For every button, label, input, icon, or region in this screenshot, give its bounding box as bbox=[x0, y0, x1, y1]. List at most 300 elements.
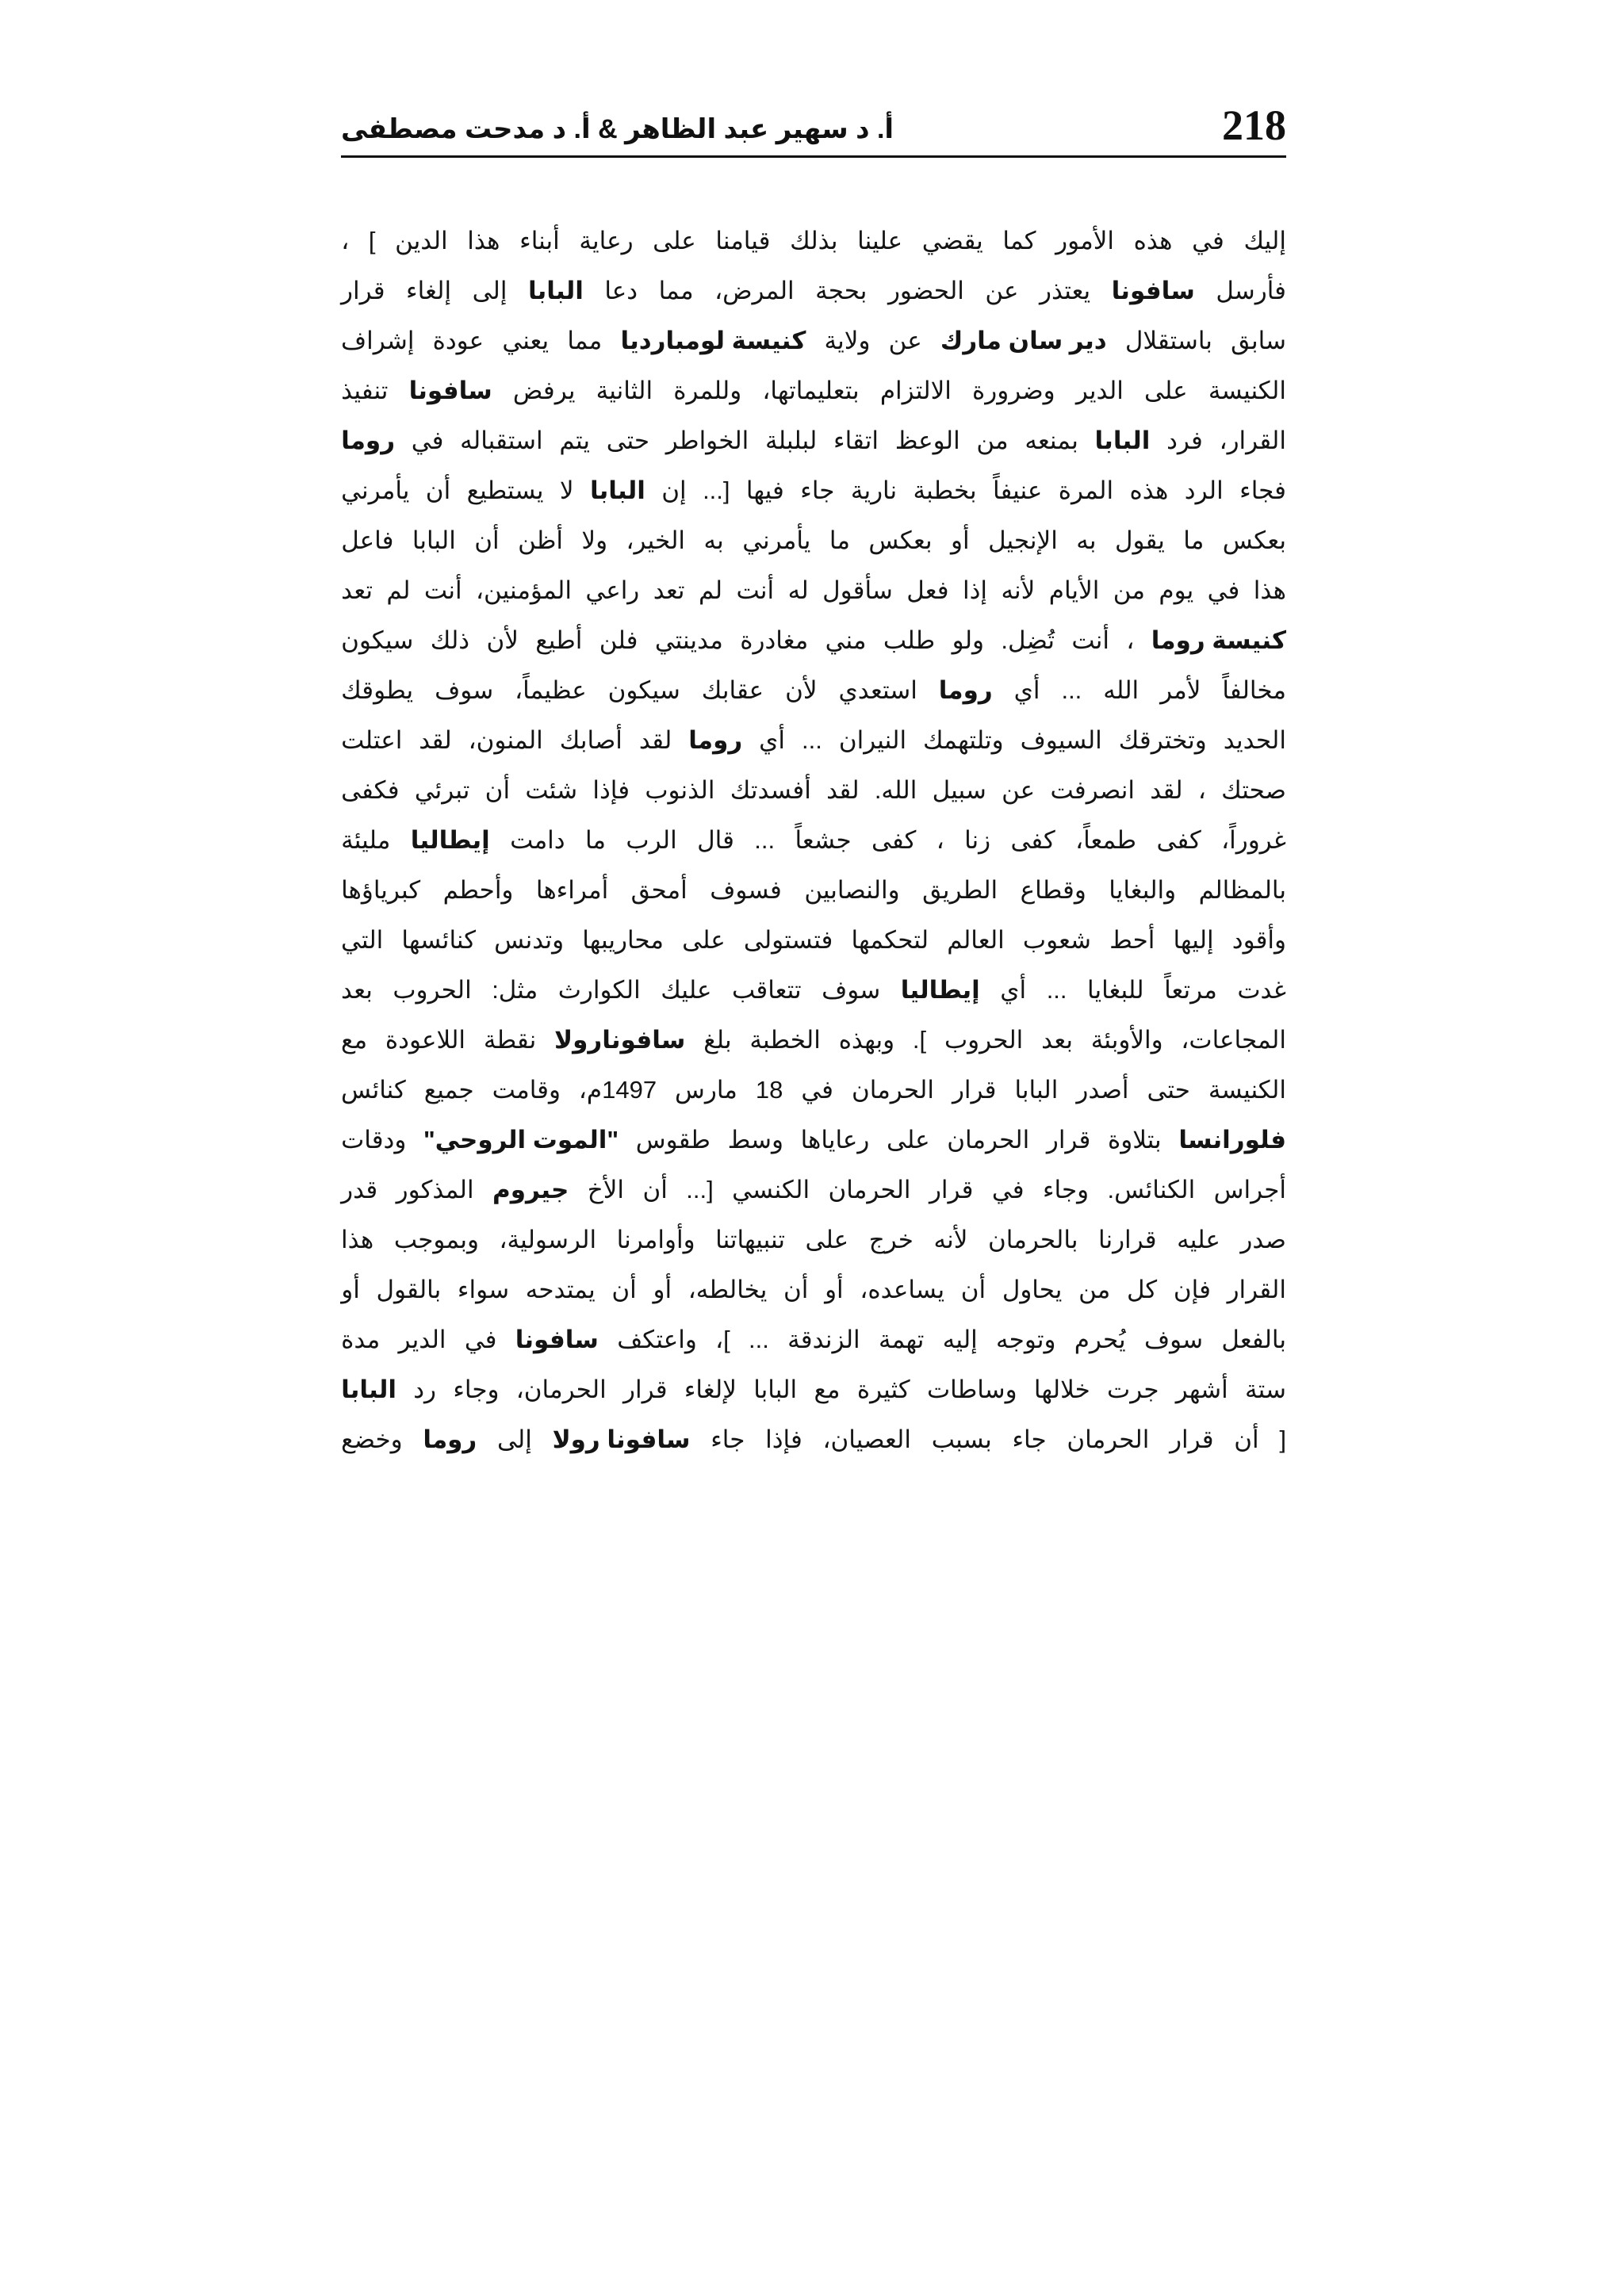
word: خرج bbox=[868, 1226, 914, 1253]
text-line bbox=[341, 665, 1286, 715]
word: الأخ bbox=[587, 1176, 625, 1203]
word: الحرمان bbox=[1067, 1425, 1150, 1453]
word: الحروب bbox=[944, 1026, 1024, 1054]
bold-term: البابا bbox=[341, 1376, 396, 1403]
word: جرت bbox=[1107, 1376, 1159, 1403]
bold-term: روما bbox=[423, 1425, 477, 1453]
word: ستة bbox=[1245, 1376, 1286, 1403]
bold-term: سافونا bbox=[1111, 277, 1195, 304]
word: واعتكف bbox=[617, 1326, 697, 1353]
word: تعد bbox=[341, 576, 373, 604]
word: العصيان، bbox=[822, 1425, 911, 1453]
word: [... bbox=[703, 476, 730, 504]
word: التي bbox=[341, 926, 384, 954]
word: 1497م، bbox=[578, 1076, 657, 1104]
word: بحجة bbox=[815, 277, 868, 304]
word: لأنه bbox=[933, 1226, 968, 1253]
text-line bbox=[341, 865, 1286, 915]
word: اعتلت bbox=[341, 726, 403, 754]
word: جميع bbox=[423, 1076, 474, 1104]
word: يوم bbox=[1159, 576, 1194, 604]
word: وجاء bbox=[1042, 1176, 1090, 1203]
word: وللمرة bbox=[673, 377, 742, 404]
text-line bbox=[341, 565, 1286, 615]
word: أنت bbox=[423, 576, 462, 604]
word: مما bbox=[567, 327, 603, 354]
word: فلن bbox=[599, 626, 638, 654]
text-line bbox=[341, 1115, 1286, 1165]
word: فإذا bbox=[765, 1425, 802, 1453]
text-line bbox=[341, 1364, 1286, 1414]
word: قال bbox=[697, 826, 734, 854]
word: الخواطر bbox=[665, 427, 749, 454]
word: مخالفاً bbox=[1222, 676, 1286, 704]
word: بعد bbox=[1041, 1026, 1073, 1054]
word: في bbox=[801, 1076, 834, 1104]
text-line bbox=[341, 316, 1286, 365]
word: ودقات bbox=[341, 1126, 407, 1154]
word: قرار bbox=[1046, 1126, 1091, 1154]
page-number: 218 bbox=[1222, 101, 1286, 149]
word: سوف bbox=[1143, 1326, 1204, 1353]
word: الكنسي bbox=[732, 1176, 810, 1203]
bold-term: روما bbox=[688, 726, 743, 754]
word: كثيرة bbox=[856, 1376, 910, 1403]
word: أو bbox=[825, 1276, 844, 1303]
word: اتقاء bbox=[833, 427, 879, 454]
word: البابا bbox=[753, 1376, 798, 1403]
word: الحروب bbox=[393, 976, 472, 1004]
word: على bbox=[1144, 377, 1188, 404]
word: يستطيع bbox=[466, 476, 544, 504]
word: سبيل bbox=[932, 776, 986, 804]
text-line bbox=[341, 1215, 1286, 1265]
word: يقضي bbox=[921, 227, 983, 254]
word: ذلك bbox=[430, 626, 470, 654]
running-head-authors: أ. د سهير عبد الظاهر & أ. د مدحت مصطفى bbox=[341, 114, 894, 144]
word: القرار، bbox=[1219, 427, 1286, 454]
word: عقابك bbox=[701, 676, 764, 704]
word: سابق bbox=[1231, 327, 1286, 354]
word: سأقول bbox=[822, 576, 893, 604]
word: استقباله bbox=[460, 427, 543, 454]
word: طمعاً، bbox=[1075, 826, 1137, 854]
word: العالم bbox=[947, 926, 1005, 954]
word: الحديد bbox=[1223, 726, 1286, 754]
word: يتم bbox=[559, 427, 590, 454]
word: فاعل bbox=[341, 526, 394, 554]
word: [ bbox=[1279, 1425, 1286, 1453]
word: إليها bbox=[1173, 926, 1214, 954]
word: ، bbox=[341, 227, 350, 254]
word: عليه bbox=[1177, 1226, 1220, 1253]
word: جاء bbox=[710, 1425, 745, 1453]
word: ، bbox=[936, 826, 944, 854]
word: علينا bbox=[857, 227, 903, 254]
word: هذه bbox=[1133, 227, 1173, 254]
word: لأنه bbox=[1001, 576, 1036, 604]
word: سيكون bbox=[607, 676, 680, 704]
word: مارس bbox=[675, 1076, 737, 1104]
word: في bbox=[1192, 227, 1224, 254]
word: قدر bbox=[341, 1176, 378, 1203]
text-line bbox=[341, 266, 1286, 316]
word: لقد bbox=[1150, 776, 1183, 804]
word: ، bbox=[1126, 626, 1135, 654]
word: تتعاقب bbox=[731, 976, 802, 1004]
word: الرد bbox=[1184, 476, 1224, 504]
word: ]. bbox=[912, 1026, 927, 1054]
word: الإنجيل bbox=[988, 526, 1058, 554]
word: بتلاوة bbox=[1107, 1126, 1162, 1154]
word: يطوقك bbox=[341, 676, 414, 704]
word: مثل: bbox=[492, 976, 538, 1004]
word: طقوس bbox=[635, 1126, 710, 1154]
word: لم bbox=[698, 576, 723, 604]
word: أنت bbox=[1071, 626, 1110, 654]
word: قرار bbox=[623, 1376, 668, 1403]
word: بالمظالم bbox=[1198, 876, 1286, 904]
word: ولاية bbox=[824, 327, 871, 354]
word: يعني bbox=[502, 327, 550, 354]
word: صحتك bbox=[1221, 776, 1286, 804]
word: مدة bbox=[341, 1326, 381, 1353]
word: أي bbox=[759, 726, 786, 754]
word: وخضع bbox=[341, 1425, 403, 1453]
word: ... bbox=[802, 726, 822, 754]
word: عن bbox=[1002, 776, 1036, 804]
word: إلى bbox=[496, 1425, 532, 1453]
body-text bbox=[341, 216, 1286, 1464]
word: نارية bbox=[850, 476, 898, 504]
word: هذا bbox=[341, 1226, 374, 1253]
word: أصدر bbox=[1076, 1076, 1129, 1104]
word: أو bbox=[653, 1276, 672, 1303]
word: وتخترقك bbox=[1118, 726, 1207, 754]
word: على bbox=[682, 926, 726, 954]
word: لأمر bbox=[1160, 676, 1201, 704]
text-line bbox=[341, 915, 1286, 965]
word: كبرياؤها bbox=[341, 876, 421, 904]
word: نقطة bbox=[483, 1026, 537, 1054]
word: حتى bbox=[606, 427, 650, 454]
word: يأمرني bbox=[341, 476, 410, 504]
word: قرارنا bbox=[1098, 1226, 1157, 1253]
word: تنفيذ bbox=[341, 377, 389, 404]
word: أحط bbox=[1109, 926, 1155, 954]
word: مدينتي bbox=[654, 626, 723, 654]
word: كما bbox=[1002, 227, 1036, 254]
word: أشهر bbox=[1175, 1376, 1228, 1403]
word: مليئة bbox=[341, 826, 391, 854]
word: يساعده، bbox=[860, 1276, 945, 1303]
word: بتعليماتها، bbox=[762, 377, 860, 404]
word: يأمرني bbox=[742, 526, 811, 554]
word: جاء bbox=[800, 476, 835, 504]
word: بلغ bbox=[703, 1026, 732, 1054]
bold-term: البابا bbox=[1094, 427, 1151, 454]
word: بمنعه bbox=[1025, 427, 1078, 454]
word: [... bbox=[686, 1176, 714, 1203]
word: ما bbox=[829, 526, 850, 554]
word: البابا bbox=[1014, 1076, 1059, 1104]
word: إلغاء bbox=[406, 277, 452, 304]
word: عنيفاً bbox=[993, 476, 1043, 504]
word: لأن bbox=[486, 626, 519, 654]
word: القرار bbox=[1227, 1276, 1286, 1303]
word: مني bbox=[825, 626, 867, 654]
word: ما bbox=[1183, 526, 1205, 554]
word: لا bbox=[559, 476, 574, 504]
word: إشراف bbox=[341, 327, 415, 354]
word: المذكور bbox=[396, 1176, 474, 1203]
word: الحضور bbox=[887, 277, 964, 304]
word: يحاول bbox=[1002, 1276, 1063, 1303]
word: الحرمان، bbox=[515, 1376, 607, 1403]
word: الذنوب bbox=[645, 776, 715, 804]
bold-term: سافونا رولا bbox=[552, 1425, 691, 1453]
word: ... bbox=[749, 1326, 769, 1353]
word: 18 bbox=[755, 1076, 783, 1104]
word: بعكس bbox=[1222, 526, 1286, 554]
word: ... bbox=[754, 826, 776, 854]
bold-term: كنيسة لومبارديا bbox=[620, 327, 806, 354]
text-line bbox=[341, 415, 1286, 465]
bold-term: دير سان مارك bbox=[940, 327, 1107, 354]
word: وأوامرنا bbox=[616, 1226, 695, 1253]
word: الكوارث bbox=[557, 976, 641, 1004]
word: المؤمنين، bbox=[476, 576, 572, 604]
word: وأحطم bbox=[442, 876, 514, 904]
word: انصرفت bbox=[1050, 776, 1135, 804]
word: مع bbox=[341, 1026, 368, 1054]
word: وتدنس bbox=[494, 926, 565, 954]
word: غروراً، bbox=[1221, 826, 1286, 854]
word: أمحق bbox=[630, 876, 688, 904]
word: بعد bbox=[341, 976, 373, 1004]
word: لقد bbox=[419, 726, 452, 754]
word: بعكس bbox=[868, 526, 933, 554]
word: الطريق bbox=[922, 876, 998, 904]
word: والنصابين bbox=[804, 876, 900, 904]
text-line bbox=[341, 216, 1286, 266]
word: من bbox=[1113, 576, 1145, 604]
word: الخطبة bbox=[749, 1026, 821, 1054]
text-line bbox=[341, 1414, 1286, 1464]
bold-term: سافونا bbox=[515, 1326, 599, 1353]
word: يعتذر bbox=[1039, 277, 1091, 304]
word: كفى bbox=[1010, 826, 1055, 854]
word: به bbox=[703, 526, 724, 554]
word: في bbox=[411, 427, 444, 454]
word: عظيماً، bbox=[515, 676, 587, 704]
word: كفى bbox=[871, 826, 917, 854]
word: وجاء bbox=[453, 1376, 500, 1403]
word: صدر bbox=[1240, 1226, 1286, 1253]
word: المجاعات، bbox=[1181, 1026, 1286, 1054]
word: وقامت bbox=[492, 1076, 561, 1104]
word: إليك bbox=[1243, 227, 1286, 254]
word: قيامنا bbox=[715, 227, 771, 254]
text-line bbox=[341, 815, 1286, 865]
word: الحرمان bbox=[828, 1176, 911, 1203]
word: وأقود bbox=[1231, 926, 1286, 954]
word: في bbox=[464, 1326, 497, 1353]
word: لم bbox=[386, 576, 411, 604]
bold-term: سافونا bbox=[408, 377, 492, 404]
word: هذا bbox=[467, 227, 500, 254]
word: النيران bbox=[838, 726, 907, 754]
word: فعل bbox=[906, 576, 949, 604]
word: فإن bbox=[1173, 1276, 1211, 1303]
text-line bbox=[341, 1265, 1286, 1314]
word: بالفعل bbox=[1221, 1326, 1286, 1353]
word: ... bbox=[1046, 976, 1067, 1004]
word: أظن bbox=[518, 526, 563, 554]
word: راعي bbox=[585, 576, 640, 604]
word: فجاء bbox=[1239, 476, 1286, 504]
word: أن bbox=[1234, 1425, 1259, 1453]
word: للبغايا bbox=[1087, 976, 1144, 1004]
word: إليه bbox=[942, 1326, 978, 1353]
word: لبلبلة bbox=[765, 427, 818, 454]
word: الدير bbox=[1075, 377, 1124, 404]
word: لإلغاء bbox=[684, 1376, 737, 1403]
word: يخالطه، bbox=[688, 1276, 768, 1303]
word: بخطبة bbox=[913, 476, 977, 504]
word: بسبب bbox=[931, 1425, 992, 1453]
word: طلب bbox=[883, 626, 936, 654]
text-line bbox=[341, 1065, 1286, 1115]
word: أطيع bbox=[535, 626, 583, 654]
word: خلالها bbox=[1033, 1376, 1090, 1403]
bold-term: روما bbox=[341, 427, 396, 454]
text-line bbox=[341, 1165, 1286, 1215]
word: على bbox=[886, 1126, 930, 1154]
word: لتحكمها bbox=[851, 926, 929, 954]
word: استعدي bbox=[838, 676, 917, 704]
word: عليك bbox=[661, 976, 712, 1004]
word: بذلك bbox=[790, 227, 838, 254]
bold-term: البابا bbox=[590, 476, 645, 504]
text-line bbox=[341, 465, 1286, 515]
word: لأن bbox=[785, 676, 818, 704]
word: لقد bbox=[638, 726, 672, 754]
word: رد bbox=[413, 1376, 437, 1403]
word: أي bbox=[1000, 976, 1027, 1004]
text-line bbox=[341, 765, 1286, 815]
word: كنائسها bbox=[401, 926, 476, 954]
word: الخير، bbox=[626, 526, 686, 554]
word: وبموجب bbox=[393, 1226, 479, 1253]
text-line bbox=[341, 515, 1286, 565]
word: في bbox=[1207, 576, 1240, 604]
word: الكنيسة bbox=[1208, 377, 1286, 404]
word: بالقول bbox=[376, 1276, 442, 1303]
word: رعاية bbox=[579, 227, 634, 254]
word: إذا bbox=[962, 576, 988, 604]
word: الرب bbox=[626, 826, 677, 854]
word: أن bbox=[783, 1276, 809, 1303]
word: تُضِل. bbox=[1001, 626, 1055, 654]
word: المنون، bbox=[468, 726, 543, 754]
word: وتلتهمك bbox=[923, 726, 1004, 754]
word: وسط bbox=[727, 1126, 783, 1154]
word: الثانية bbox=[596, 377, 653, 404]
word: فتستولى bbox=[743, 926, 833, 954]
text-line bbox=[341, 1314, 1286, 1364]
word: اللاعودة bbox=[385, 1026, 466, 1054]
word: فرد bbox=[1166, 427, 1203, 454]
word: وبهذه bbox=[838, 1026, 895, 1054]
text-line bbox=[341, 365, 1286, 415]
word: باستقلال bbox=[1124, 327, 1212, 354]
word: جشعاً bbox=[795, 826, 852, 854]
word: محاريبها bbox=[582, 926, 665, 954]
word: مما bbox=[658, 277, 694, 304]
word: في bbox=[991, 1176, 1025, 1203]
bold-term: البابا bbox=[528, 277, 584, 304]
word: أي bbox=[1013, 676, 1040, 704]
word: فأرسل bbox=[1216, 277, 1286, 304]
word: رعاياها bbox=[800, 1126, 870, 1154]
word: والبغايا bbox=[1109, 876, 1177, 904]
word: مع bbox=[814, 1376, 841, 1403]
word: الكنيسة bbox=[1208, 1076, 1286, 1104]
word: الحرمان bbox=[947, 1126, 1030, 1154]
word: يرفض bbox=[512, 377, 576, 404]
word: ] bbox=[368, 227, 376, 254]
word: فسوف bbox=[710, 876, 782, 904]
word: تهمة bbox=[878, 1326, 925, 1353]
bold-term: إيطاليا bbox=[900, 976, 980, 1004]
word: إلى bbox=[472, 277, 508, 304]
word: تنبيهاتنا bbox=[715, 1226, 785, 1253]
bold-term: سافونارولا bbox=[554, 1026, 686, 1054]
word: أن bbox=[474, 526, 500, 554]
word: مرتعاً bbox=[1164, 976, 1217, 1004]
page-header bbox=[341, 95, 1286, 159]
word: الكنائس. bbox=[1107, 1176, 1196, 1203]
word: غدت bbox=[1237, 976, 1286, 1004]
word: تبرئي bbox=[414, 776, 470, 804]
word: الدير bbox=[398, 1326, 446, 1353]
word: سوف bbox=[435, 676, 494, 704]
text-line bbox=[341, 715, 1286, 765]
word: عن bbox=[985, 277, 1019, 304]
word: تعد bbox=[653, 576, 685, 604]
word: الأمور bbox=[1055, 227, 1115, 254]
word: أصابك bbox=[559, 726, 622, 754]
text-line bbox=[341, 1015, 1286, 1065]
word: كنائس bbox=[341, 1076, 406, 1104]
word: على bbox=[653, 227, 696, 254]
word: من bbox=[1078, 1276, 1111, 1303]
word: زنا bbox=[964, 826, 991, 854]
word: هذه bbox=[1129, 476, 1169, 504]
word: كفى bbox=[1156, 826, 1201, 854]
word: سيكون bbox=[341, 626, 414, 654]
word: أن bbox=[485, 776, 511, 804]
bold-term: إيطاليا bbox=[410, 826, 490, 854]
word: يقول bbox=[1114, 526, 1165, 554]
word: مغادرة bbox=[740, 626, 809, 654]
word: ... bbox=[1061, 676, 1082, 704]
word: الالتزام bbox=[879, 377, 952, 404]
word: أن bbox=[611, 1276, 637, 1303]
word: من bbox=[976, 427, 1009, 454]
word: أنت bbox=[736, 576, 775, 604]
